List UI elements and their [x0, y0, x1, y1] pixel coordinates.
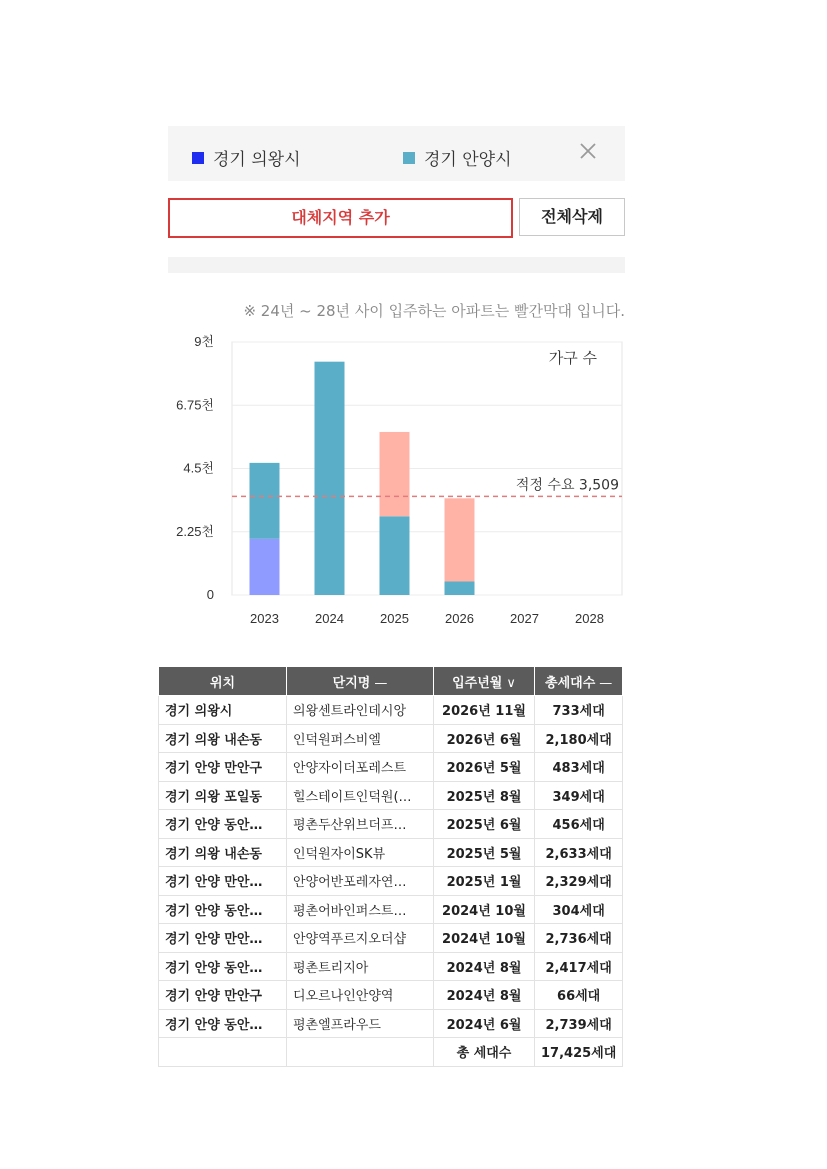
table-row[interactable]: [159, 781, 623, 810]
cell-move-in: 2024년 6월: [434, 1009, 535, 1038]
y-tick-label: 9천: [194, 334, 214, 349]
cell-move-in: 2025년 5월: [434, 838, 535, 867]
x-tick-label: 2024: [315, 611, 344, 626]
y-tick-label: 4.5천: [183, 460, 214, 476]
y-series-label: 가구 수: [548, 349, 597, 367]
table-row[interactable]: [159, 1009, 623, 1038]
cell-complex: 평촌엘프라우드: [287, 1009, 434, 1038]
close-icon[interactable]: [574, 137, 602, 165]
cell-move-in: 2024년 10월: [434, 895, 535, 924]
cell-location: 경기 안양 만안구: [159, 981, 287, 1010]
y-tick-label: 2.25천: [176, 523, 214, 539]
cell-location: 경기 안양 만안구: [159, 753, 287, 782]
cell-units: 66세대: [535, 981, 623, 1010]
cell-move-in: 2025년 6월: [434, 810, 535, 839]
add-region-button[interactable]: 대체지역 추가: [168, 198, 513, 238]
header-location-label: 위치: [209, 675, 236, 691]
legend-swatch-anyang: [403, 152, 415, 164]
cell-units: 2,736세대: [535, 924, 623, 953]
cell-complex: 안양어반포레자연…: [287, 867, 434, 896]
legend-item-uiwang[interactable]: [192, 145, 301, 170]
cell-complex: 힐스테이트인덕원(…: [287, 781, 434, 810]
table-row[interactable]: [159, 895, 623, 924]
cell-location: 경기 안양 동안…: [159, 1009, 287, 1038]
header-move-in[interactable]: [434, 667, 535, 696]
header-complex-label: 단지명: [332, 675, 371, 691]
chart-note: ※ 24년 ~ 28년 사이 입주하는 아파트는 빨간막대 입니다.: [243, 302, 625, 320]
supply-bar-chart: [160, 322, 630, 642]
cell-units: 304세대: [535, 895, 623, 924]
cell-units: 483세대: [535, 753, 623, 782]
total-label: 총 세대수: [434, 1038, 535, 1067]
cell-location: 경기 의왕 내손동: [159, 724, 287, 753]
cell-location: 경기 안양 동안…: [159, 810, 287, 839]
table-row[interactable]: [159, 981, 623, 1010]
x-tick-label: 2027: [510, 611, 539, 626]
table-row[interactable]: [159, 867, 623, 896]
cell-move-in: 2026년 11월: [434, 696, 535, 725]
total-blank-2: [287, 1038, 434, 1067]
cell-units: 456세대: [535, 810, 623, 839]
table-row[interactable]: [159, 696, 623, 725]
cell-complex: 평촌두산위브더프…: [287, 810, 434, 839]
chevron-down-icon: ∨: [506, 675, 516, 691]
sort-none-icon: —: [374, 675, 388, 691]
cell-complex: 인덕원자이SK뷰: [287, 838, 434, 867]
cell-complex: 평촌어바인퍼스트…: [287, 895, 434, 924]
sort-none-icon: —: [599, 675, 613, 691]
cell-location: 경기 안양 만안…: [159, 867, 287, 896]
cell-units: 2,329세대: [535, 867, 623, 896]
header-units-label: 총세대수: [545, 675, 596, 691]
cell-location: 경기 안양 만안…: [159, 924, 287, 953]
table-row[interactable]: [159, 952, 623, 981]
x-tick-label: 2025: [380, 611, 409, 626]
header-complex[interactable]: [287, 667, 434, 696]
total-value: 17,425세대: [535, 1038, 623, 1067]
table-row[interactable]: [159, 810, 623, 839]
x-tick-label: 2026: [445, 611, 474, 626]
cell-location: 경기 의왕시: [159, 696, 287, 725]
cell-units: 349세대: [535, 781, 623, 810]
cell-complex: 안양역푸르지오더샵: [287, 924, 434, 953]
divider-strip: [168, 257, 625, 273]
table-row[interactable]: [159, 753, 623, 782]
y-tick-label: 0: [206, 587, 214, 602]
cell-move-in: 2024년 8월: [434, 981, 535, 1010]
header-location[interactable]: [159, 667, 287, 696]
bar-segment: [445, 498, 475, 581]
cell-move-in: 2026년 5월: [434, 753, 535, 782]
cell-units: 2,180세대: [535, 724, 623, 753]
apartment-table: [158, 666, 623, 1067]
cell-complex: 의왕센트라인데시앙: [287, 696, 434, 725]
legend-swatch-uiwang: [192, 152, 204, 164]
x-tick-label: 2028: [575, 611, 604, 626]
header-units[interactable]: [535, 667, 623, 696]
cell-move-in: 2025년 8월: [434, 781, 535, 810]
cell-units: 2,739세대: [535, 1009, 623, 1038]
cell-units: 2,417세대: [535, 952, 623, 981]
delete-all-button[interactable]: 전체삭제: [519, 198, 625, 236]
table-row[interactable]: [159, 924, 623, 953]
bar-segment: [445, 582, 475, 595]
bar-segment: [315, 362, 345, 595]
legend-item-anyang[interactable]: [403, 145, 512, 170]
cell-location: 경기 의왕 포일동: [159, 781, 287, 810]
bar-segment: [250, 463, 280, 539]
cell-complex: 인덕원퍼스비엘: [287, 724, 434, 753]
cell-move-in: 2024년 10월: [434, 924, 535, 953]
cell-units: 733세대: [535, 696, 623, 725]
table-row[interactable]: [159, 838, 623, 867]
y-tick-label: 6.75천: [176, 397, 214, 413]
header-move-in-label: 입주년월: [452, 675, 503, 691]
cell-units: 2,633세대: [535, 838, 623, 867]
legend-label-uiwang: 경기 의왕시: [213, 150, 301, 170]
cell-location: 경기 안양 동안…: [159, 952, 287, 981]
cell-move-in: 2026년 6월: [434, 724, 535, 753]
region-legend: [168, 126, 625, 181]
cell-move-in: 2024년 8월: [434, 952, 535, 981]
total-blank-1: [159, 1038, 287, 1067]
cell-complex: 평촌트리지아: [287, 952, 434, 981]
table-row[interactable]: [159, 724, 623, 753]
cell-complex: 디오르나인안양역: [287, 981, 434, 1010]
bar-segment: [380, 516, 410, 595]
total-row: [159, 1038, 623, 1067]
reference-label: 적정 수요 3,509: [515, 477, 619, 494]
cell-move-in: 2025년 1월: [434, 867, 535, 896]
cell-complex: 안양자이더포레스트: [287, 753, 434, 782]
cell-location: 경기 의왕 내손동: [159, 838, 287, 867]
legend-label-anyang: 경기 안양시: [424, 150, 512, 170]
bar-segment: [380, 432, 410, 516]
cell-location: 경기 안양 동안…: [159, 895, 287, 924]
bar-segment: [250, 539, 280, 595]
x-tick-label: 2023: [250, 611, 279, 626]
